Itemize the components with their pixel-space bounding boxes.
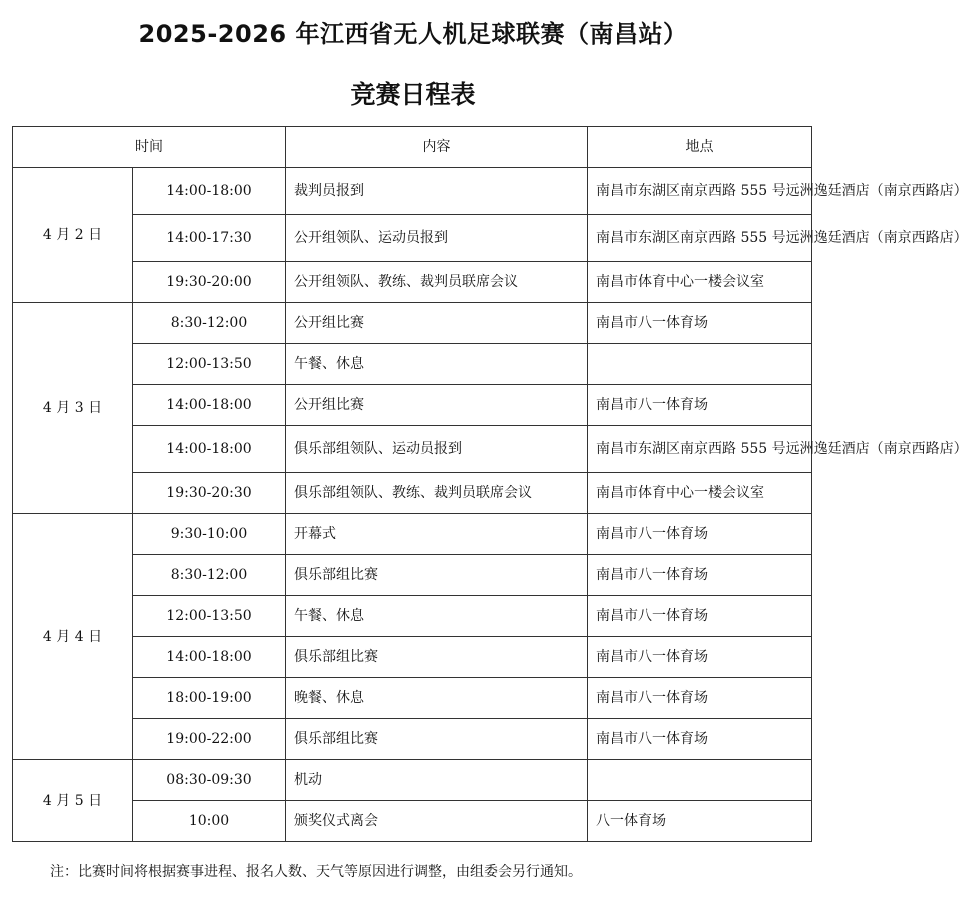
content-cell: 俱乐部组领队、运动员报到 <box>286 426 588 473</box>
place-cell: 南昌市八一体育场 <box>588 385 812 426</box>
content-cell: 俱乐部组比赛 <box>286 637 588 678</box>
place-cell: 南昌市体育中心一楼会议室 <box>588 262 812 303</box>
table-row <box>13 303 812 344</box>
header-time: 时间 <box>13 127 286 168</box>
time-cell: 14:00-18:00 <box>133 385 286 426</box>
content-cell: 俱乐部组领队、教练、裁判员联席会议 <box>286 473 588 514</box>
page-subtitle: 竞赛日程表 <box>350 80 476 109</box>
content-cell: 午餐、休息 <box>286 344 588 385</box>
table-row <box>13 596 812 637</box>
time-cell: 14:00-18:00 <box>133 426 286 473</box>
content-cell: 俱乐部组比赛 <box>286 719 588 760</box>
content-cell: 颁奖仪式离会 <box>286 801 588 842</box>
schedule-table <box>12 126 968 842</box>
table-row <box>13 344 812 385</box>
time-cell: 8:30-12:00 <box>133 303 286 344</box>
place-cell: 南昌市八一体育场 <box>588 678 812 719</box>
date-cell: 4 月 3 日 <box>13 303 133 514</box>
place-cell <box>588 344 812 385</box>
table-row <box>13 168 812 215</box>
table-row <box>13 426 812 473</box>
header-content: 内容 <box>286 127 588 168</box>
place-cell: 南昌市八一体育场 <box>588 719 812 760</box>
content-cell: 公开组领队、运动员报到 <box>286 215 588 262</box>
time-cell: 12:00-13:50 <box>133 344 286 385</box>
time-cell: 19:00-22:00 <box>133 719 286 760</box>
time-cell: 14:00-18:00 <box>133 637 286 678</box>
place-cell: 南昌市东湖区南京西路 555 号远洲逸廷酒店（南京西路店） <box>588 215 812 262</box>
content-cell: 开幕式 <box>286 514 588 555</box>
content-cell: 裁判员报到 <box>286 168 588 215</box>
time-cell: 8:30-12:00 <box>133 555 286 596</box>
table-row <box>13 637 812 678</box>
time-cell: 18:00-19:00 <box>133 678 286 719</box>
place-cell: 南昌市东湖区南京西路 555 号远洲逸廷酒店（南京西路店） <box>588 426 812 473</box>
place-cell <box>588 760 812 801</box>
time-cell: 19:30-20:30 <box>133 473 286 514</box>
table-row <box>13 385 812 426</box>
table-row <box>13 801 812 842</box>
header-place: 地点 <box>588 127 812 168</box>
table-row <box>13 555 812 596</box>
place-cell: 南昌市八一体育场 <box>588 596 812 637</box>
date-cell: 4 月 5 日 <box>13 760 133 842</box>
table-header-row <box>13 127 812 168</box>
table-row <box>13 678 812 719</box>
date-cell: 4 月 2 日 <box>13 168 133 303</box>
footnote: 注：比赛时间将根据赛事进程、报名人数、天气等原因进行调整，由组委会另行通知。 <box>50 864 582 880</box>
table-row <box>13 760 812 801</box>
table-row <box>13 473 812 514</box>
time-cell: 19:30-20:00 <box>133 262 286 303</box>
place-cell: 南昌市体育中心一楼会议室 <box>588 473 812 514</box>
place-cell: 南昌市东湖区南京西路 555 号远洲逸廷酒店（南京西路店） <box>588 168 812 215</box>
place-cell: 八一体育场 <box>588 801 812 842</box>
content-cell: 机动 <box>286 760 588 801</box>
time-cell: 14:00-18:00 <box>133 168 286 215</box>
time-cell: 14:00-17:30 <box>133 215 286 262</box>
place-cell: 南昌市八一体育场 <box>588 555 812 596</box>
time-cell: 12:00-13:50 <box>133 596 286 637</box>
table-row <box>13 215 812 262</box>
content-cell: 晚餐、休息 <box>286 678 588 719</box>
time-cell: 08:30-09:30 <box>133 760 286 801</box>
time-cell: 10:00 <box>133 801 286 842</box>
table-row <box>13 514 812 555</box>
date-cell: 4 月 4 日 <box>13 514 133 760</box>
table-row <box>13 262 812 303</box>
place-cell: 南昌市八一体育场 <box>588 514 812 555</box>
table-row <box>13 719 812 760</box>
page-title: 2025-2026 年江西省无人机足球联赛（南昌站） <box>138 20 688 48</box>
content-cell: 公开组比赛 <box>286 303 588 344</box>
place-cell: 南昌市八一体育场 <box>588 303 812 344</box>
content-cell: 公开组领队、教练、裁判员联席会议 <box>286 262 588 303</box>
content-cell: 俱乐部组比赛 <box>286 555 588 596</box>
place-cell: 南昌市八一体育场 <box>588 637 812 678</box>
content-cell: 公开组比赛 <box>286 385 588 426</box>
time-cell: 9:30-10:00 <box>133 514 286 555</box>
content-cell: 午餐、休息 <box>286 596 588 637</box>
